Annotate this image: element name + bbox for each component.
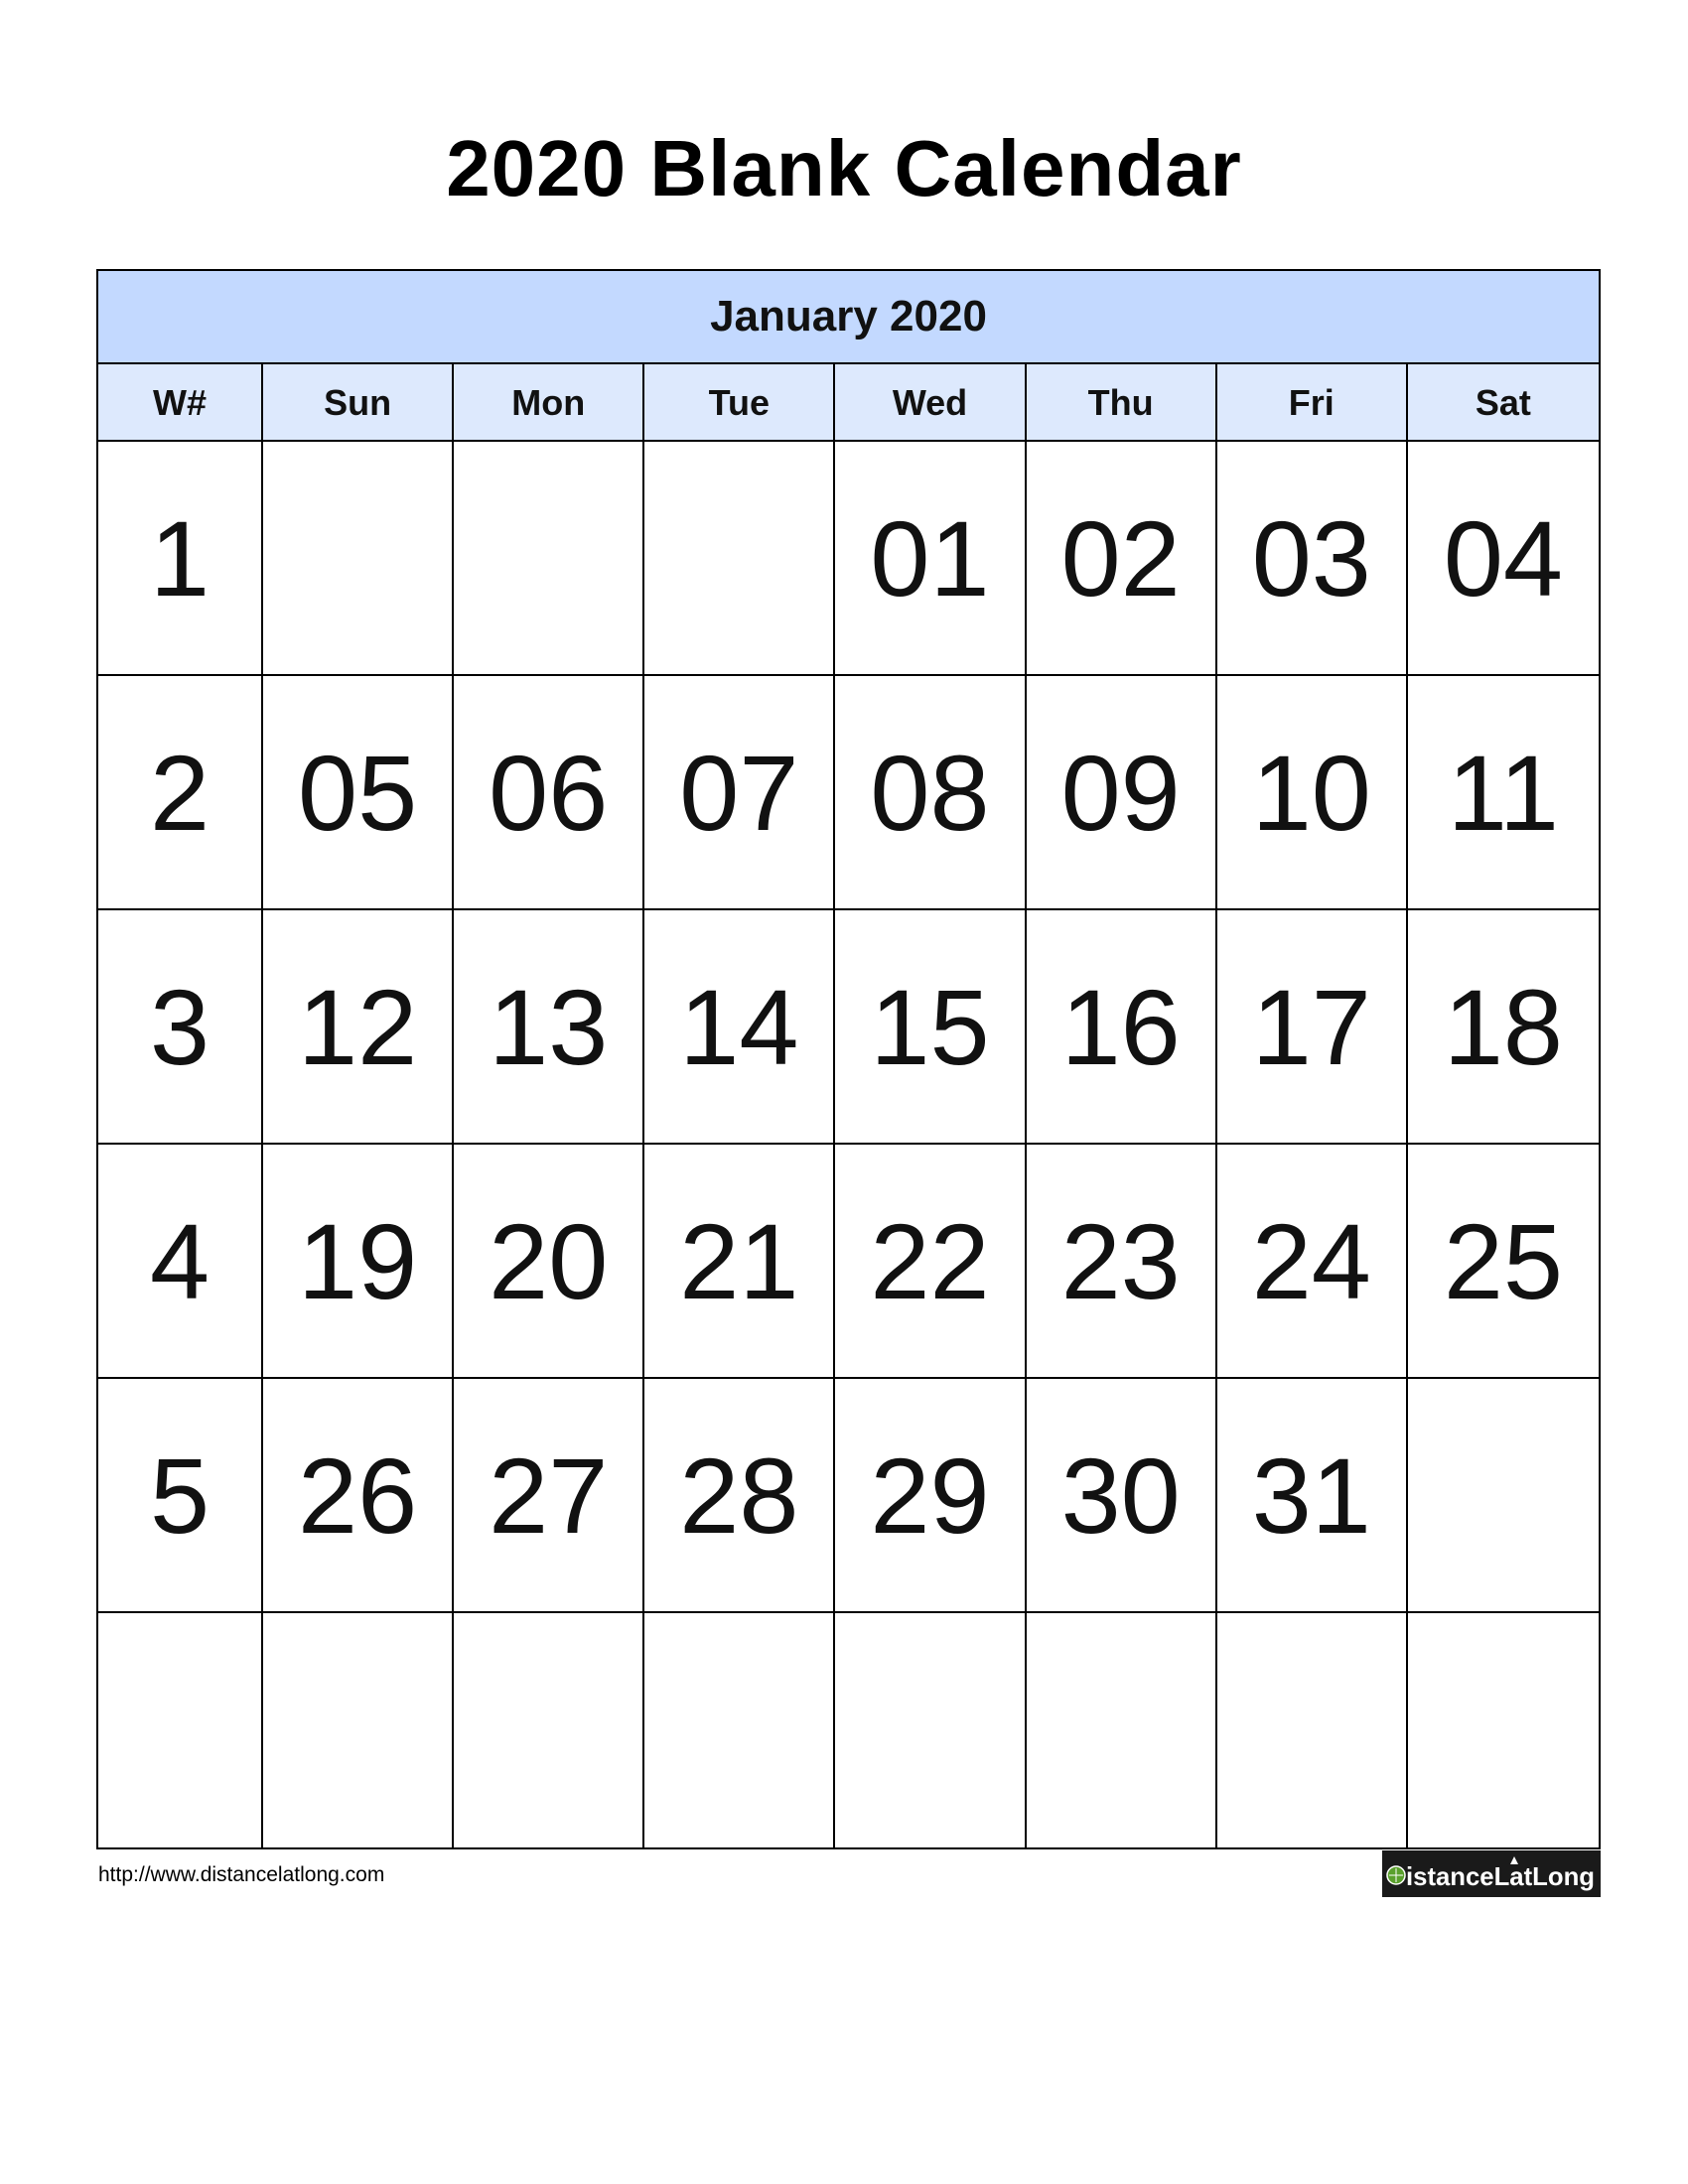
day-cell: 26 [263, 1379, 454, 1613]
day-cell: 16 [1027, 910, 1217, 1145]
footer-url: http://www.distancelatlong.com [98, 1863, 385, 1886]
day-cell [454, 442, 644, 676]
day-cell: 25 [1408, 1145, 1599, 1379]
month-header: January 2020 [98, 271, 1599, 364]
day-cell [644, 442, 835, 676]
day-cell: 24 [1217, 1145, 1408, 1379]
day-cell: 12 [263, 910, 454, 1145]
day-cell: 13 [454, 910, 644, 1145]
day-cell: 03 [1217, 442, 1408, 676]
day-cell: 01 [835, 442, 1026, 676]
day-cell [1027, 1613, 1217, 1847]
day-cell [454, 1613, 644, 1847]
day-cell: 09 [1027, 676, 1217, 910]
page-title: 2020 Blank Calendar [446, 124, 1242, 212]
day-cell [1408, 1613, 1599, 1847]
day-cell: 29 [835, 1379, 1026, 1613]
day-cell: 15 [835, 910, 1026, 1145]
week-number-cell: 2 [98, 676, 263, 910]
day-cell: 18 [1408, 910, 1599, 1145]
monday-header: Mon [454, 364, 644, 442]
thursday-header: Thu [1027, 364, 1217, 442]
day-cell: 19 [263, 1145, 454, 1379]
day-cell: 31 [1217, 1379, 1408, 1613]
day-cell: 20 [454, 1145, 644, 1379]
distancelatlong-logo [1382, 1850, 1601, 1897]
day-cell: 11 [1408, 676, 1599, 910]
day-cell [1217, 1613, 1408, 1847]
day-cell [263, 1613, 454, 1847]
day-cell: 30 [1027, 1379, 1217, 1613]
day-cell: 07 [644, 676, 835, 910]
day-cell: 23 [1027, 1145, 1217, 1379]
friday-header: Fri [1217, 364, 1408, 442]
calendar-grid [98, 364, 1599, 1847]
day-cell: 08 [835, 676, 1026, 910]
sunday-header: Sun [263, 364, 454, 442]
day-cell: 05 [263, 676, 454, 910]
day-cell: 02 [1027, 442, 1217, 676]
week-number-cell [98, 1613, 263, 1847]
calendar-table [96, 269, 1601, 1849]
tuesday-header: Tue [644, 364, 835, 442]
day-cell: 14 [644, 910, 835, 1145]
week-number-cell: 3 [98, 910, 263, 1145]
day-cell: 21 [644, 1145, 835, 1379]
day-cell: 28 [644, 1379, 835, 1613]
day-cell: 10 [1217, 676, 1408, 910]
day-cell: 22 [835, 1145, 1026, 1379]
day-cell [835, 1613, 1026, 1847]
day-cell [263, 442, 454, 676]
week-number-header: W# [98, 364, 263, 442]
day-cell: 17 [1217, 910, 1408, 1145]
week-number-cell: 5 [98, 1379, 263, 1613]
day-cell [644, 1613, 835, 1847]
saturday-header: Sat [1408, 364, 1599, 442]
day-cell: 27 [454, 1379, 644, 1613]
wednesday-header: Wed [835, 364, 1026, 442]
day-cell: 04 [1408, 442, 1599, 676]
svg-text:istanceLatLong: istanceLatLong [1406, 1861, 1595, 1891]
day-cell: 06 [454, 676, 644, 910]
week-number-cell: 1 [98, 442, 263, 676]
week-number-cell: 4 [98, 1145, 263, 1379]
day-cell [1408, 1379, 1599, 1613]
